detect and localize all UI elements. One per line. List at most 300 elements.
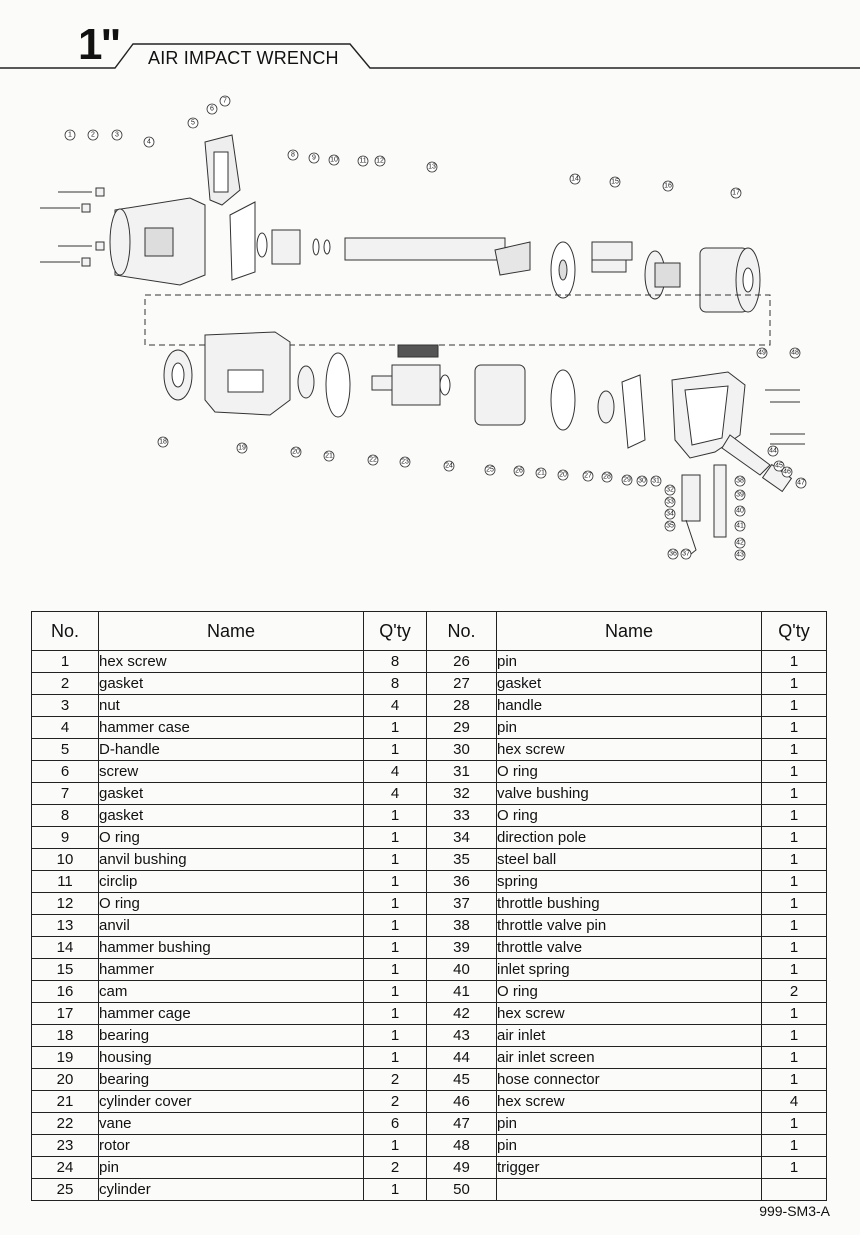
cell-no: 37 [427,893,497,915]
cell-no: 15 [32,959,99,981]
callout-20 [558,470,568,480]
table-row [32,805,827,827]
hammer-bushing-part [551,242,575,298]
cell-name: hammer case [99,717,364,739]
callout-1 [65,130,75,140]
cell-qty: 1 [364,849,427,871]
size-label: 1" [78,20,120,69]
cell-name: bearing [99,1025,364,1047]
svg-text:43: 43 [736,551,744,559]
parts-table [31,611,827,1201]
col-header-name: Name [99,612,364,651]
table-row [32,1179,827,1201]
cell-no: 40 [427,959,497,981]
cell-name: hammer bushing [99,937,364,959]
svg-text:6: 6 [210,105,214,113]
callout-38 [735,476,745,486]
cell-name: O ring [99,827,364,849]
cell-name: throttle valve [497,937,762,959]
cell-no: 10 [32,849,99,871]
cell-name [497,1179,762,1201]
cell-no: 23 [32,1135,99,1157]
callout-4 [144,137,154,147]
cell-qty: 2 [364,1157,427,1179]
callout-48 [790,348,800,358]
callout-2 [88,130,98,140]
callout-16 [663,181,673,191]
table-row [32,959,827,981]
callout-49 [757,348,767,358]
bearing-part [164,350,192,400]
svg-text:35: 35 [666,522,674,530]
callout-6 [207,104,217,114]
svg-text:16: 16 [664,182,672,190]
cell-name: throttle bushing [497,893,762,915]
cell-name: O ring [99,893,364,915]
cell-qty: 1 [762,695,827,717]
svg-text:34: 34 [666,510,674,518]
cell-name: throttle valve pin [497,915,762,937]
svg-text:14: 14 [571,175,579,183]
svg-text:7: 7 [223,97,227,105]
cell-name: direction pole [497,827,762,849]
cell-no: 9 [32,827,99,849]
cell-qty: 1 [762,1047,827,1069]
side-screws-part [765,390,805,444]
cell-qty: 1 [364,893,427,915]
svg-text:27: 27 [584,472,592,480]
callout-41 [735,521,745,531]
cell-qty: 1 [762,871,827,893]
cell-no: 42 [427,1003,497,1025]
svg-text:21: 21 [537,469,545,477]
cell-name: gasket [99,673,364,695]
callout-42 [735,538,745,548]
svg-text:15: 15 [611,178,619,186]
svg-text:25: 25 [486,466,494,474]
d-handle-part [205,135,240,205]
cell-qty: 1 [762,673,827,695]
callout-25 [485,465,495,475]
svg-text:45: 45 [775,462,783,470]
anvil-part [345,238,530,275]
callout-15 [610,177,620,187]
cell-no: 2 [32,673,99,695]
cell-name: screw [99,761,364,783]
svg-text:5: 5 [191,119,195,127]
table-row [32,717,827,739]
cell-name: O ring [497,805,762,827]
header-tab-outline [0,0,860,80]
cell-name: hammer cage [99,1003,364,1025]
cell-name: cam [99,981,364,1003]
cell-qty: 1 [364,937,427,959]
callout-31 [651,476,661,486]
cell-no: 38 [427,915,497,937]
cell-no: 31 [427,761,497,783]
svg-text:28: 28 [603,473,611,481]
svg-text:2: 2 [91,131,95,139]
callout-21 [324,451,334,461]
cell-no: 4 [32,717,99,739]
cell-name: trigger [497,1157,762,1179]
cell-name: nut [99,695,364,717]
cell-no: 7 [32,783,99,805]
svg-text:41: 41 [736,522,744,530]
cell-qty: 1 [762,805,827,827]
svg-text:10: 10 [330,156,338,164]
cell-no: 16 [32,981,99,1003]
cell-name: pin [497,1113,762,1135]
cell-qty: 1 [762,1069,827,1091]
cell-qty: 1 [762,1025,827,1047]
cell-no: 49 [427,1157,497,1179]
svg-text:48: 48 [791,349,799,357]
cam-part [645,251,680,299]
table-row [32,915,827,937]
table-row [32,651,827,673]
gasket-plate-part [230,202,255,280]
cell-qty: 1 [364,827,427,849]
cell-name: hex screw [497,739,762,761]
cell-qty: 1 [364,1179,427,1201]
cell-name: O ring [497,981,762,1003]
col-header-no-2: No. [427,612,497,651]
cell-qty: 1 [364,871,427,893]
svg-text:9: 9 [312,154,316,162]
table-row [32,1025,827,1047]
cell-no: 20 [32,1069,99,1091]
cell-qty: 1 [762,717,827,739]
callout-30 [637,476,647,486]
cell-name: gasket [99,805,364,827]
housing-part [205,332,290,415]
cell-name: gasket [497,673,762,695]
callout-29 [622,475,632,485]
svg-text:21: 21 [325,452,333,460]
callout-8 [288,150,298,160]
table-row [32,827,827,849]
cell-qty: 1 [364,1135,427,1157]
table-row [32,937,827,959]
table-row [32,893,827,915]
svg-text:49: 49 [758,349,766,357]
cell-no: 48 [427,1135,497,1157]
cell-no: 8 [32,805,99,827]
svg-text:40: 40 [736,507,744,515]
callout-32 [665,485,675,495]
cell-no: 34 [427,827,497,849]
col-header-name-2: Name [497,612,762,651]
cell-name: bearing [99,1069,364,1091]
svg-text:44: 44 [769,447,777,455]
cell-qty: 1 [364,981,427,1003]
cell-no: 36 [427,871,497,893]
cell-no: 18 [32,1025,99,1047]
cell-name: pin [497,717,762,739]
callout-18 [158,437,168,447]
svg-text:20: 20 [559,471,567,479]
cell-qty: 1 [762,1003,827,1025]
document-code: 999-SM3-A [759,1203,830,1219]
cell-name: cylinder cover [99,1091,364,1113]
callout-27 [583,471,593,481]
cell-name: hose connector [497,1069,762,1091]
callout-19 [237,443,247,453]
cell-no: 13 [32,915,99,937]
callout-17 [731,188,741,198]
cell-qty: 4 [364,695,427,717]
cell-qty: 2 [762,981,827,1003]
cell-no: 5 [32,739,99,761]
svg-text:31: 31 [652,477,660,485]
table-row [32,761,827,783]
svg-text:8: 8 [291,151,295,159]
cell-qty: 1 [364,959,427,981]
cell-name: air inlet screen [497,1047,762,1069]
cell-name: D-handle [99,739,364,761]
cell-name: pin [99,1157,364,1179]
svg-text:18: 18 [159,438,167,446]
cell-no: 41 [427,981,497,1003]
cell-no: 12 [32,893,99,915]
svg-text:47: 47 [797,479,805,487]
col-header-no: No. [32,612,99,651]
cell-qty: 4 [762,1091,827,1113]
cell-no: 24 [32,1157,99,1179]
cell-qty: 1 [364,1047,427,1069]
cell-name: air inlet [497,1025,762,1047]
cell-qty: 2 [364,1091,427,1113]
svg-text:13: 13 [428,163,436,171]
cell-no: 21 [32,1091,99,1113]
hammer-case-part [110,198,205,285]
callout-36 [668,549,678,559]
table-row [32,1069,827,1091]
table-row [32,1091,827,1113]
cell-no: 47 [427,1113,497,1135]
callout-21 [536,468,546,478]
cell-name: hex screw [99,651,364,673]
callout-37 [681,549,691,559]
cell-qty: 4 [364,783,427,805]
cell-qty: 1 [762,761,827,783]
callout-46 [782,467,792,477]
cell-qty: 1 [762,915,827,937]
cell-qty: 1 [364,1003,427,1025]
cell-no: 14 [32,937,99,959]
svg-text:46: 46 [783,468,791,476]
cell-qty: 8 [364,673,427,695]
table-row [32,849,827,871]
callout-5 [188,118,198,128]
cell-name: vane [99,1113,364,1135]
svg-text:38: 38 [736,477,744,485]
cell-name: cylinder [99,1179,364,1201]
callout-28 [602,472,612,482]
table-row [32,783,827,805]
callout-47 [796,478,806,488]
callout-3 [112,130,122,140]
table-row [32,1003,827,1025]
cell-no: 22 [32,1113,99,1135]
callout-22 [368,455,378,465]
svg-text:30: 30 [638,477,646,485]
cell-no: 28 [427,695,497,717]
callout-13 [427,162,437,172]
svg-text:23: 23 [401,458,409,466]
svg-text:11: 11 [359,157,367,165]
cell-name: hammer [99,959,364,981]
callout-24 [444,461,454,471]
cell-name: inlet spring [497,959,762,981]
callout-26 [514,466,524,476]
cell-name: gasket [99,783,364,805]
cell-no: 33 [427,805,497,827]
svg-text:32: 32 [666,486,674,494]
svg-text:17: 17 [732,189,740,197]
table-row [32,1047,827,1069]
cell-qty: 1 [364,1025,427,1047]
callout-44 [768,446,778,456]
cell-name: steel ball [497,849,762,871]
svg-text:26: 26 [515,467,523,475]
cell-name: O ring [497,761,762,783]
svg-text:36: 36 [669,550,677,558]
cell-no: 32 [427,783,497,805]
cell-name: hex screw [497,1091,762,1113]
cell-no: 6 [32,761,99,783]
cell-name: pin [497,1135,762,1157]
col-header-qty: Q'ty [364,612,427,651]
exploded-view-diagram [0,80,860,595]
cell-qty: 1 [762,937,827,959]
table-row [32,981,827,1003]
cell-name: pin [497,651,762,673]
svg-text:33: 33 [666,498,674,506]
cell-name: spring [497,871,762,893]
table-row [32,673,827,695]
hammer-part [592,242,632,272]
cell-qty: 8 [364,651,427,673]
svg-text:22: 22 [369,456,377,464]
table-row [32,871,827,893]
cell-no: 26 [427,651,497,673]
callout-14 [570,174,580,184]
cell-qty: 4 [364,761,427,783]
cell-qty: 1 [762,959,827,981]
callout-20 [291,447,301,457]
page-title: AIR IMPACT WRENCH [148,48,339,68]
cell-no: 27 [427,673,497,695]
cell-qty: 6 [364,1113,427,1135]
cell-qty: 1 [762,739,827,761]
svg-text:24: 24 [445,462,453,470]
parts-table-header [32,612,827,651]
cell-no: 46 [427,1091,497,1113]
cell-qty [762,1179,827,1201]
cell-qty: 1 [762,1157,827,1179]
callout-10 [329,155,339,165]
svg-text:4: 4 [147,138,151,146]
cell-no: 1 [32,651,99,673]
cell-qty: 1 [762,893,827,915]
cell-qty: 1 [762,651,827,673]
callout-35 [665,521,675,531]
callout-34 [665,509,675,519]
svg-text:20: 20 [292,448,300,456]
cell-name: anvil [99,915,364,937]
anvil-bushing-part [257,230,330,264]
cell-name: handle [497,695,762,717]
table-row [32,695,827,717]
callout-43 [735,550,745,560]
hex-screw-set [40,188,104,266]
svg-text:37: 37 [682,550,690,558]
cell-no: 35 [427,849,497,871]
table-row [32,739,827,761]
callout-12 [375,156,385,166]
cell-qty: 1 [364,915,427,937]
cell-no: 43 [427,1025,497,1047]
cell-no: 50 [427,1179,497,1201]
callout-11 [358,156,368,166]
svg-text:39: 39 [736,491,744,499]
svg-text:12: 12 [376,157,384,165]
cell-qty: 1 [364,717,427,739]
svg-text:42: 42 [736,539,744,547]
cell-no: 19 [32,1047,99,1069]
cell-name: circlip [99,871,364,893]
cell-name: valve bushing [497,783,762,805]
cell-no: 39 [427,937,497,959]
callout-7 [220,96,230,106]
cell-name: rotor [99,1135,364,1157]
cell-qty: 1 [762,1135,827,1157]
cell-name: hex screw [497,1003,762,1025]
cell-qty: 2 [364,1069,427,1091]
cell-name: housing [99,1047,364,1069]
table-row [32,1113,827,1135]
col-header-qty-2: Q'ty [762,612,827,651]
page-header [0,0,860,80]
cell-no: 11 [32,871,99,893]
cell-no: 45 [427,1069,497,1091]
callout-9 [309,153,319,163]
svg-text:3: 3 [115,131,119,139]
svg-text:19: 19 [238,444,246,452]
cell-qty: 1 [364,739,427,761]
callout-33 [665,497,675,507]
cell-qty: 1 [762,783,827,805]
callout-40 [735,506,745,516]
hammer-cage-part [700,248,760,312]
svg-text:29: 29 [623,476,631,484]
cell-no: 30 [427,739,497,761]
cell-no: 3 [32,695,99,717]
cell-qty: 1 [762,1113,827,1135]
rotor-cylinder-parts [298,345,645,448]
cell-name: anvil bushing [99,849,364,871]
cell-no: 17 [32,1003,99,1025]
cell-no: 29 [427,717,497,739]
table-row [32,1157,827,1179]
cell-qty: 1 [364,805,427,827]
cell-qty: 1 [762,827,827,849]
callout-39 [735,490,745,500]
callout-23 [400,457,410,467]
cell-no: 25 [32,1179,99,1201]
